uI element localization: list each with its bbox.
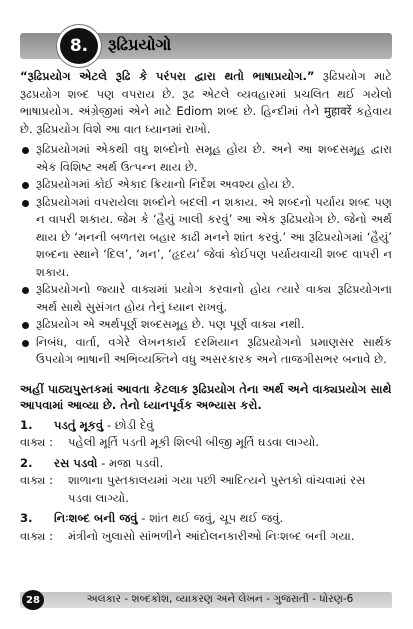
idiom-meaning: - છોડી દેવું (103, 417, 154, 432)
page-content (20, 68, 392, 545)
idiom-item (20, 510, 392, 528)
idiom-phrase: નિઃશબ્દ બની જવું (54, 511, 138, 525)
example-label: વાક્ય : (20, 473, 54, 487)
page-number-badge: 28 (22, 590, 44, 610)
idiom-phrase: રસ પડવો (54, 455, 98, 470)
idiom-meaning: - મજા પડવી. (97, 455, 164, 470)
page-footer (20, 590, 392, 610)
idiom-number: 3. (20, 511, 33, 525)
footer-book-title: અલંકાર - શબ્દકોશ, વ્યાકરણ અને લેખન - ગુજરાતી - ધોરણ-6 (86, 593, 354, 605)
rule-item: રૂઢિપ્રયોગમાં કોઈ એકાદ ક્રિયાનો નિર્દેશ અવશ્ય હોય છે. (20, 176, 392, 194)
example-text: પહેલી મૂર્તિ પડતી મૂકી શિલ્પી બીજી મૂર્તિ ઘડવા લાગ્યો. (68, 435, 319, 449)
chapter-number-badge: 8. (60, 28, 98, 64)
rule-item: રૂઢિપ્રયોગ એ અર્થપૂર્ણ શબ્દસમૂહ છે. પણ પૂર્ણ વાક્ય નથી. (20, 316, 392, 334)
idiom-meaning: - શાંત થઈ જવું, ચૂપ થઈ જવું. (137, 511, 284, 525)
example-label: વાક્ય : (20, 435, 54, 449)
rules-list (20, 141, 392, 369)
rule-item: રૂઢિપ્રયોગમાં એકથી વધુ શબ્દોનો સમૂહ હોય છે. અને આ શબ્દસમૂહ દ્વારા એક વિશિષ્ટ અર્થ ઉત્પન્ન થાય છે. (20, 141, 392, 176)
rule-item: રૂઢિપ્રયોગમાં વપરાયેલા શબ્દોને બદલી ન શકાય. એ શબ્દનો પર્યાય શબ્દ પણ ન વાપરી શકાય. જેમ કે ‘હૈયું ખાલી કરવું’ આ એક રૂઢિપ્રયોગ છે. જેનો અર્થ થાય છે ‘મનની બળતરા બહાર કાઢી મનને શાંત કરવું.’ આ રૂઢિપ્રયોગમાં ‘હૈયું’ શબ્દના સ્થાને ‘દિલ’, ‘મન’, ‘હૃદય’ જેવાં કોઈપણ પર્યાયવાચી શબ્દ વાપરી ન શકાય. (20, 194, 392, 282)
example-text: મંત્રીનો ખુલાસો સાંભળીને આંદોલનકારીઓ નિઃશબ્દ બની ગયા. (68, 528, 355, 543)
idiom-number: 1. (20, 417, 33, 432)
idiom-example (20, 472, 392, 507)
definition-quote: “રૂઢિપ્રયોગ એટલે રૂઢિ કે પરંપરા દ્વારા થતો ભાષાપ્રયોગ.” (20, 69, 315, 83)
rule-item: રૂઢિપ્રયોગનો જ્યારે વાક્યમાં પ્રયોગ કરવાનો હોય ત્યારે વાક્ય રૂઢિપ્રયોગના અર્થ સાથે સુસંગત હોય તેનું ધ્યાન રાખવું. (20, 281, 392, 316)
example-text: શાળાના પુસ્તકાલયમાં ગયા પછી આદિત્યને પુસ્તકો વાંચવામાં રસ પડવા લાગ્યો. (68, 473, 366, 505)
example-label: વાક્ય : (20, 528, 54, 543)
intro-paragraph (20, 68, 392, 138)
intro-text: રૂઢિપ્રયોગ માટે રૂઢપ્રયોગ શબ્દ પણ વપરાય છે. રૂઢ એટલે વ્યવહારમાં પ્રચલિત થઈ ગયેલો ભાષાપ્રયોગ. અંગ્રેજીમાં એને માટે Ediom શબ્દ છે. હિન્દીમાં તેને मुहावरें કહેવાય છે. રૂઢિપ્રયોગ વિશે આ વાત ધ્યાનમાં રાખો. (20, 69, 392, 136)
idiom-item (20, 417, 392, 435)
chapter-header (20, 26, 392, 64)
idiom-example (20, 528, 392, 546)
idiom-number: 2. (20, 455, 33, 470)
idiom-item (20, 455, 392, 473)
idiom-example (20, 434, 392, 452)
idiom-phrase: પડતું મૂકવું (54, 417, 104, 432)
rule-item: નિબંધ, વાર્તા, વગેરે લેખનકાર્ય દરમિયાન રૂઢિપ્રયોગનો પ્રમાણસર સાર્થક ઉપયોગ ભાષાની અભિવ્યક્તિને વધુ અસરકારક અને તાજગીસભર બનાવે છે. (20, 334, 392, 369)
chapter-title: રૂઢિપ્રયોગો (108, 35, 172, 54)
section-heading: અહીં પાઠ્યપુસ્તકમાં આવતા કેટલાક રૂઢિપ્રયોગ તેના અર્થ અને વાક્યપ્રયોગ સાથે આપવામાં આવ્યા છે. તેનો ધ્યાનપૂર્વક અભ્યાસ કરો. (20, 381, 392, 412)
